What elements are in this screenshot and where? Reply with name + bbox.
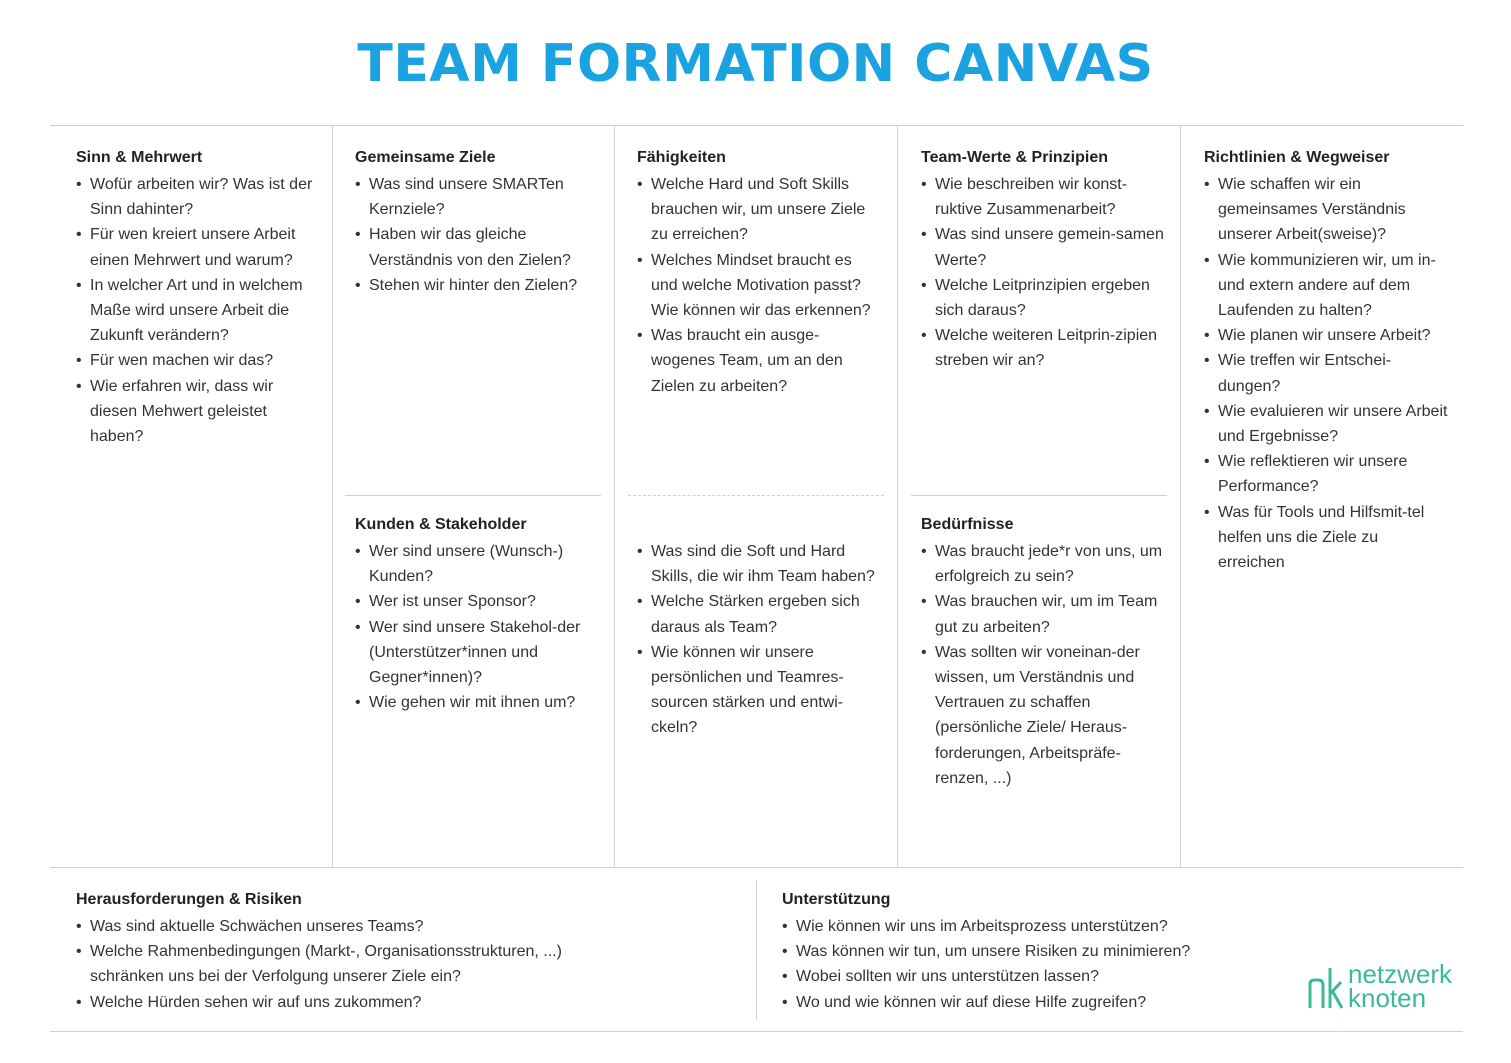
list-item: • Stehen wir hinter den Zielen? xyxy=(355,273,595,298)
section-heading: Gemeinsame Ziele xyxy=(355,149,496,166)
list-item: • Welche Rahmenbedingungen (Markt-, Organisationsstrukturen, ...) schränken uns bei der Verfolgung unserer Ziele ein? xyxy=(76,939,636,989)
list-item: • Wie reflektieren wir unsere Performance? xyxy=(1204,449,1449,499)
section-gemeinsame-ziele xyxy=(355,147,595,298)
col-divider-3 xyxy=(897,125,898,867)
question-list xyxy=(76,914,636,1015)
list-item: • Wie gehen wir mit ihnen um? xyxy=(355,690,595,715)
logo-line-2: knoten xyxy=(1348,983,1427,1013)
list-item: • Was sind die Soft und Hard Skills, die wir ihm Team haben? xyxy=(637,539,882,589)
list-item: • Was brauchen wir, um im Team gut zu arbeiten? xyxy=(921,589,1166,639)
section-heading: Bedürfnisse xyxy=(921,516,1014,533)
list-item: • Wer ist unser Sponsor? xyxy=(355,589,595,614)
list-item: • Wo und wie können wir auf diese Hilfe zugreifen? xyxy=(782,990,1282,1015)
middle-divider xyxy=(50,867,1463,868)
list-item: • Wie können wir unsere persönlichen und Teamres-sourcen stärken und entwi-ckeln? xyxy=(637,640,882,741)
col-divider-4 xyxy=(1180,125,1181,867)
list-item: • Was braucht ein ausge-wogenes Team, um an den Zielen zu arbeiten? xyxy=(637,323,882,399)
list-item: • Wie beschreiben wir konst-ruktive Zusammenarbeit? xyxy=(921,172,1166,222)
col-divider-1 xyxy=(332,125,333,867)
col-divider-2 xyxy=(614,125,615,867)
question-list xyxy=(637,172,882,399)
faehigkeiten-divider xyxy=(628,495,884,497)
ziele-kunden-divider xyxy=(345,495,601,496)
page-title: TEAM FORMATION CANVAS xyxy=(357,34,1154,94)
list-item: • Welches Mindset braucht es und welche Motivation passt? Wie können wir das erkennen? xyxy=(637,248,882,324)
list-item: • Welche Hard und Soft Skills brauchen wir, um unsere Ziele zu erreichen? xyxy=(637,172,882,248)
list-item: • Für wen machen wir das? xyxy=(76,348,316,373)
list-item: • Welche Leitprinzipien ergeben sich daraus? xyxy=(921,273,1166,323)
question-list xyxy=(76,172,316,449)
section-team-werte xyxy=(921,147,1166,374)
list-item: • Wie können wir uns im Arbeitsprozess unterstützen? xyxy=(782,914,1282,939)
list-item: • Welche weiteren Leitprin-zipien streben wir an? xyxy=(921,323,1166,373)
list-item: • Wie kommunizieren wir, um in- und extern andere auf dem Laufenden zu halten? xyxy=(1204,248,1449,324)
logo-line-1: netzwerk xyxy=(1348,959,1453,989)
section-faehigkeiten xyxy=(637,147,882,399)
section-heading: Sinn & Mehrwert xyxy=(76,149,203,166)
netzwerk-knoten-logo xyxy=(1306,959,1466,1013)
question-list xyxy=(637,539,882,741)
list-item: • Was sind unsere gemein-samen Werte? xyxy=(921,222,1166,272)
question-list xyxy=(782,914,1282,1015)
list-item: • Haben wir das gleiche Verständnis von den Zielen? xyxy=(355,222,595,272)
logo-text xyxy=(1348,959,1453,1013)
question-list xyxy=(355,539,595,715)
section-heading: Herausforderungen & Risiken xyxy=(76,891,302,908)
bottom-col-divider xyxy=(756,880,757,1020)
section-kunden-stakeholder xyxy=(355,514,595,715)
list-item: • Wofür arbeiten wir? Was ist der Sinn dahinter? xyxy=(76,172,316,222)
list-item: • Wer sind unsere (Wunsch-) Kunden? xyxy=(355,539,595,589)
section-richtlinien xyxy=(1204,147,1449,575)
section-heading: Team-Werte & Prinzipien xyxy=(921,149,1108,166)
list-item: • Was für Tools und Hilfsmit-tel helfen uns die Ziele zu erreichen xyxy=(1204,500,1449,576)
list-item: • Was können wir tun, um unsere Risiken zu minimieren? xyxy=(782,939,1282,964)
section-heading: Richtlinien & Wegweiser xyxy=(1204,149,1390,166)
list-item: • Wie erfahren wir, dass wir diesen Mehwert geleistet haben? xyxy=(76,374,316,450)
section-faehigkeiten-team xyxy=(637,539,882,741)
werte-beduerfnisse-divider xyxy=(911,495,1167,496)
list-item: • In welcher Art und in welchem Maße wird unsere Arbeit die Zukunft verändern? xyxy=(76,273,316,349)
list-item: • Wie evaluieren wir unsere Arbeit und Ergebnisse? xyxy=(1204,399,1449,449)
top-divider xyxy=(50,125,1463,126)
list-item: • Wer sind unsere Stakehol-der (Unterstützer*innen und Gegner*innen)? xyxy=(355,615,595,691)
list-item: • Wie treffen wir Entschei-dungen? xyxy=(1204,348,1449,398)
list-item: • Was sind unsere SMARTen Kernziele? xyxy=(355,172,595,222)
section-heading: Kunden & Stakeholder xyxy=(355,516,527,533)
nk-logo-icon xyxy=(1306,962,1346,1010)
question-list xyxy=(921,539,1166,791)
list-item: • Was sollten wir voneinan-der wissen, um Verständnis und Vertrauen zu schaffen (persönliche Ziele/ Heraus-forderungen, Arbeitspräfe-renzen, ...) xyxy=(921,640,1166,791)
list-item: • Wobei sollten wir uns unterstützen lassen? xyxy=(782,964,1282,989)
list-item: • Für wen kreiert unsere Arbeit einen Mehrwert und warum? xyxy=(76,222,316,272)
section-unterstuetzung xyxy=(782,889,1282,1015)
question-list xyxy=(1204,172,1449,575)
list-item: • Welche Hürden sehen wir auf uns zukommen? xyxy=(76,990,636,1015)
list-item: • Wie schaffen wir ein gemeinsames Verständnis unserer Arbeit(sweise)? xyxy=(1204,172,1449,248)
section-heading: Unterstützung xyxy=(782,891,891,908)
list-item: • Welche Stärken ergeben sich daraus als Team? xyxy=(637,589,882,639)
section-beduerfnisse xyxy=(921,514,1166,791)
section-sinn-mehrwert xyxy=(76,147,316,449)
list-item: • Was sind aktuelle Schwächen unseres Teams? xyxy=(76,914,636,939)
question-list xyxy=(355,172,595,298)
list-item: • Wie planen wir unsere Arbeit? xyxy=(1204,323,1449,348)
section-herausforderungen xyxy=(76,889,636,1015)
section-heading: Fähigkeiten xyxy=(637,149,726,166)
list-item: • Was braucht jede*r von uns, um erfolgreich zu sein? xyxy=(921,539,1166,589)
bottom-divider xyxy=(50,1031,1463,1032)
question-list xyxy=(921,172,1166,374)
